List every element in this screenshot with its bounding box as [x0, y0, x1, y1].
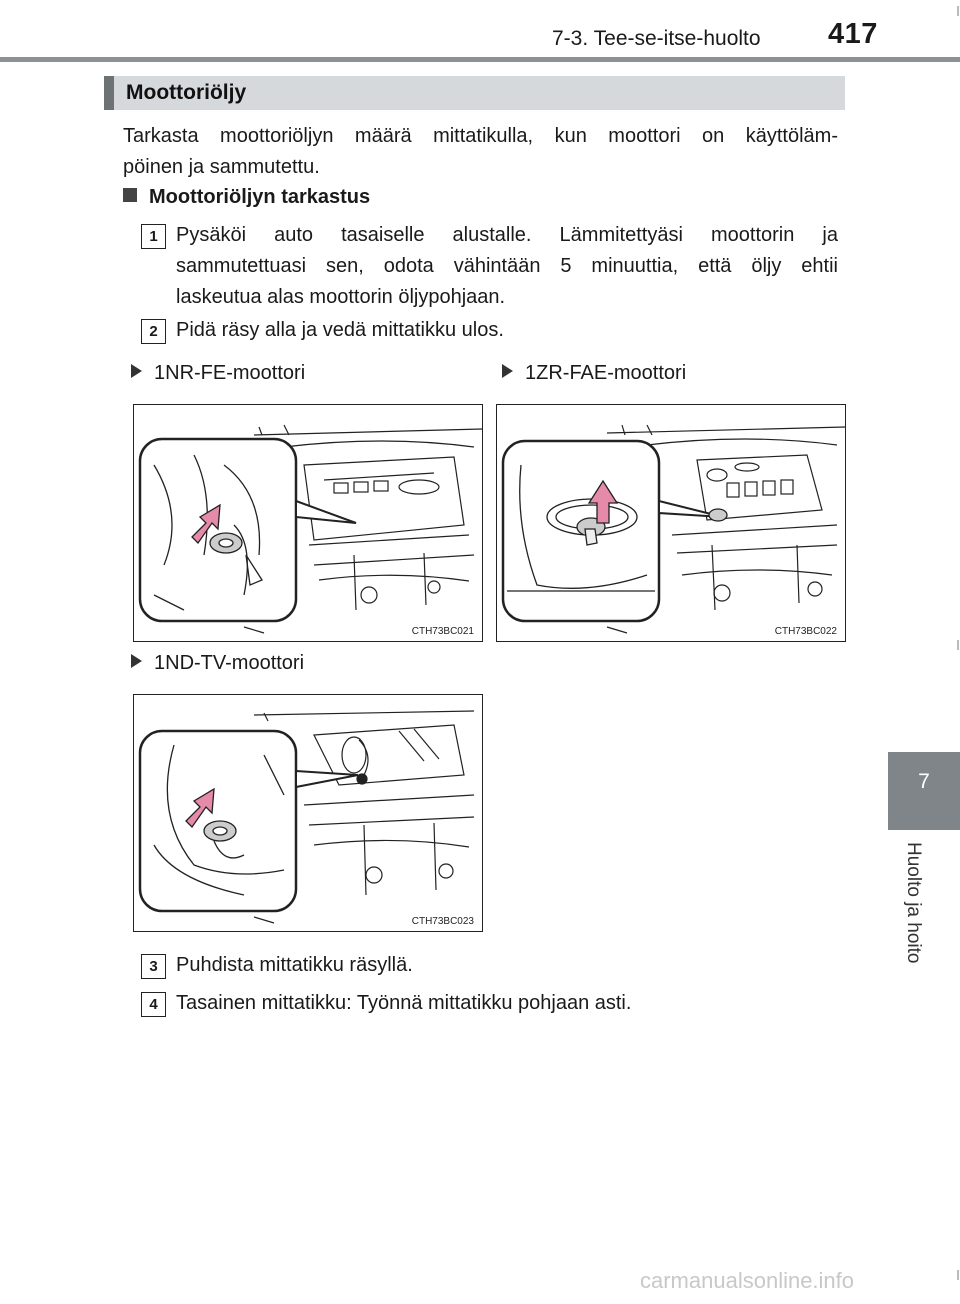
step-number-4: 4 — [141, 992, 166, 1017]
watermark: carmanualsonline.info — [640, 1268, 855, 1293]
step-number-1: 1 — [141, 224, 166, 249]
subsection-heading — [123, 186, 370, 209]
figure-label-1nr: 1NR-FE-moottori — [131, 362, 305, 385]
step-3-text: Puhdista mittatikku räsyllä. — [176, 954, 413, 976]
step-number-3: 3 — [141, 954, 166, 979]
step-2-text: Pidä räsy alla ja vedä mittatikku ulos. — [176, 319, 504, 341]
triangle-bullet-icon — [131, 654, 142, 668]
engine-figure-1nr — [133, 404, 483, 642]
step-number-2: 2 — [141, 319, 166, 344]
square-bullet-icon — [123, 188, 137, 202]
header-rule — [0, 57, 960, 62]
crop-mark — [957, 640, 959, 650]
crop-mark — [957, 1270, 959, 1280]
figure-code: CTH73BC023 — [411, 916, 474, 927]
step-4-text: Tasainen mittatikku: Työnnä mittatikku pohjaan asti. — [176, 992, 632, 1014]
section-title-bar — [104, 76, 845, 110]
step-1-line-2: sammutettuasi sen, odota vähintään 5 minuuttia, että öljy ehtii — [176, 255, 838, 277]
step-1-line-3: laskeutua alas moottorin öljypohjaan. — [176, 286, 506, 308]
subsection-title: Moottoriöljyn tarkastus — [149, 186, 371, 208]
figure-code: CTH73BC021 — [411, 626, 474, 637]
intro-line-1: Tarkasta moottoriöljyn määrä mittatikulla, kun moottori on käyttöläm- — [123, 125, 838, 147]
engine-figure-1zr — [496, 404, 846, 642]
triangle-bullet-icon — [502, 364, 513, 378]
step-1-line-1: Pysäköi auto tasaiselle alustalle. Lämmitettyäsi moottorin ja — [176, 224, 838, 246]
chapter-number: 7 — [918, 770, 930, 793]
figure-code: CTH73BC022 — [774, 626, 837, 637]
crop-mark — [957, 6, 959, 16]
section-accent — [104, 76, 114, 110]
page-number: 417 — [828, 18, 878, 50]
figure-label-1zr: 1ZR-FAE-moottori — [502, 362, 686, 385]
engine-figure-1nd — [133, 694, 483, 932]
intro-line-2: pöinen ja sammutettu. — [123, 156, 320, 178]
section-title: Moottoriöljy — [126, 81, 247, 104]
section-reference: 7-3. Tee-se-itse-huolto — [552, 27, 761, 50]
chapter-title: Huolto ja hoito — [903, 842, 924, 964]
figure-label-1nd: 1ND-TV-moottori — [131, 652, 304, 675]
chapter-tab — [888, 752, 960, 830]
triangle-bullet-icon — [131, 364, 142, 378]
